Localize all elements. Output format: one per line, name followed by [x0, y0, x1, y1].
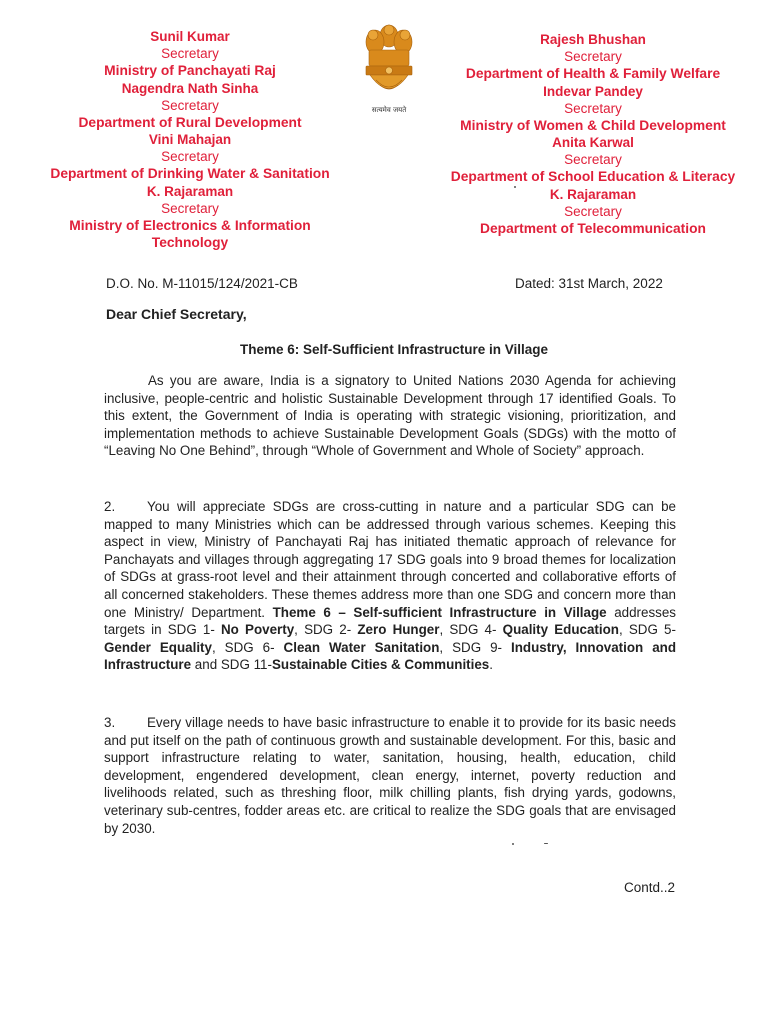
- officer-designation: Secretary: [564, 100, 622, 116]
- officer-designation: Secretary: [564, 152, 622, 167]
- sdg-name: Sustainable Cities & Communities: [271, 657, 490, 673]
- letter-date: Dated: 31st March, 2022: [515, 276, 663, 291]
- officer-designation: Secretary: [564, 49, 622, 64]
- officer-name: Sunil Kumar: [150, 29, 230, 44]
- officer-designation: Secretary: [161, 97, 219, 113]
- header-right-column: [432, 31, 754, 237]
- officer-block: [30, 28, 350, 80]
- text-run: addresses targets in SDG 1-: [104, 604, 676, 638]
- text-run: , SDG 9-: [439, 639, 503, 655]
- paragraph-2: [104, 498, 676, 674]
- officer-block: [30, 183, 350, 252]
- sdg-name: Industry, Innovation and Infrastructure: [104, 639, 676, 673]
- officer-block: [432, 186, 754, 238]
- sdg-name: Clean Water Sanitation: [283, 639, 440, 655]
- scan-speck: [512, 843, 514, 845]
- officer-department: Department of Rural Development: [78, 114, 302, 130]
- paragraph-text: Every village needs to have basic infrastructure to enable it to provide for its basic needs and put itself on the path of continuous growth and sustainable development. For this, basic and support infrastructure relating to water, sanitation, housing, health, education, child development, engendered development, clean energy, internet, poverty reduction and livelihoods related, such as threshing floor, milk chilling plants, fish drying yards, godowns, veterinary sub-centres, fodder areas etc. are critical to realize the SDG goals that are envisaged by 2030.: [104, 715, 676, 836]
- paragraph-text: You will appreciate SDGs are cross-cutting in nature and a particular SDG can be mapped to many Ministries which can be addressed through various schemes. Keeping this aspect in view, Ministry of Panchayati Raj has initiated thematic approach of relevance for Panchayats and villages through aggregating 17 SDG goals into 9 broad themes for localization of SDGs at grass-root level and their attainment through concerted and collaborative efforts of all concerned stakeholders. These themes address more than one SDG and concern more than one Ministry/ Department.: [104, 499, 676, 620]
- sdg-name: No Poverty: [221, 622, 295, 638]
- officer-designation: Secretary: [161, 46, 219, 61]
- officer-department: Ministry of Women & Child Development: [460, 117, 726, 133]
- officer-designation: Secretary: [161, 149, 219, 164]
- officer-name: Nagendra Nath Sinha: [121, 80, 259, 96]
- officer-department: Department of Telecommunication: [480, 220, 706, 236]
- officer-name: Anita Karwal: [552, 135, 634, 150]
- paragraph-text: As you are aware, India is a signatory to United Nations 2030 Agenda for achieving inclusive, people-centric and holistic Sustainable Development through 17 identified Goals. To this extent, the Government of India is operating with strategic visioning, prioritization, and implementation methods to achieve Sustainable Development Goals (SDGs) with the motto of “Leaving No One Behind”, through “Whole of Government and Whole of Society” approach.: [104, 373, 676, 459]
- national-emblem: [356, 22, 422, 122]
- officer-block: [432, 31, 754, 83]
- text-run: , SDG 6-: [211, 639, 275, 655]
- officer-department: Department of School Education & Literacy: [450, 169, 736, 184]
- officer-name: Indevar Pandey: [543, 83, 643, 99]
- text-run: , SDG 4-: [439, 622, 497, 638]
- do-number: D.O. No. M-11015/124/2021-CB: [106, 276, 298, 291]
- sdg-name: Quality Education: [502, 622, 619, 638]
- scan-speck: [514, 186, 516, 188]
- officer-block: [432, 83, 754, 135]
- officer-block: [30, 131, 350, 183]
- theme-title: Theme 6 – Self-sufficient Infrastructure in Village: [272, 604, 607, 620]
- emblem-motto: सत्यमेव जयते: [371, 106, 407, 114]
- officer-designation: Secretary: [161, 200, 219, 216]
- officer-block: [30, 80, 350, 132]
- paragraph-number: 2.: [104, 499, 116, 514]
- officer-designation: Secretary: [564, 203, 622, 219]
- sdg-name: Gender Equality: [104, 639, 212, 655]
- officer-department: Ministry of Electronics & Information Technology: [69, 217, 311, 250]
- scan-speck: [544, 843, 548, 844]
- paragraph-3: [104, 714, 676, 837]
- officer-department: Department of Drinking Water & Sanitation: [50, 166, 330, 181]
- paragraph-1: [104, 372, 676, 460]
- text-run: , SDG 5-: [618, 622, 676, 638]
- text-run: , SDG 2-: [294, 622, 352, 638]
- officer-department: Ministry of Panchayati Raj: [104, 63, 276, 78]
- continuation-marker: Contd..2: [623, 880, 675, 895]
- sdg-name: Zero Hunger: [357, 622, 440, 638]
- lion-capital-icon: [360, 22, 418, 104]
- officer-block: [432, 134, 754, 186]
- officer-name: Rajesh Bhushan: [540, 32, 646, 47]
- paragraph-number: 3.: [104, 715, 116, 730]
- header-left-column: [30, 28, 350, 252]
- text-run: .: [489, 657, 493, 673]
- text-run: and SDG 11-: [194, 657, 272, 673]
- subject-line: Theme 6: Self-Sufficient Infrastructure in Village: [239, 342, 549, 357]
- officer-name: Vini Mahajan: [148, 132, 232, 147]
- salutation: Dear Chief Secretary,: [106, 306, 247, 322]
- officer-name: K. Rajaraman: [549, 186, 637, 202]
- officer-name: K. Rajaraman: [146, 183, 234, 199]
- officer-department: Department of Health & Family Welfare: [465, 66, 721, 81]
